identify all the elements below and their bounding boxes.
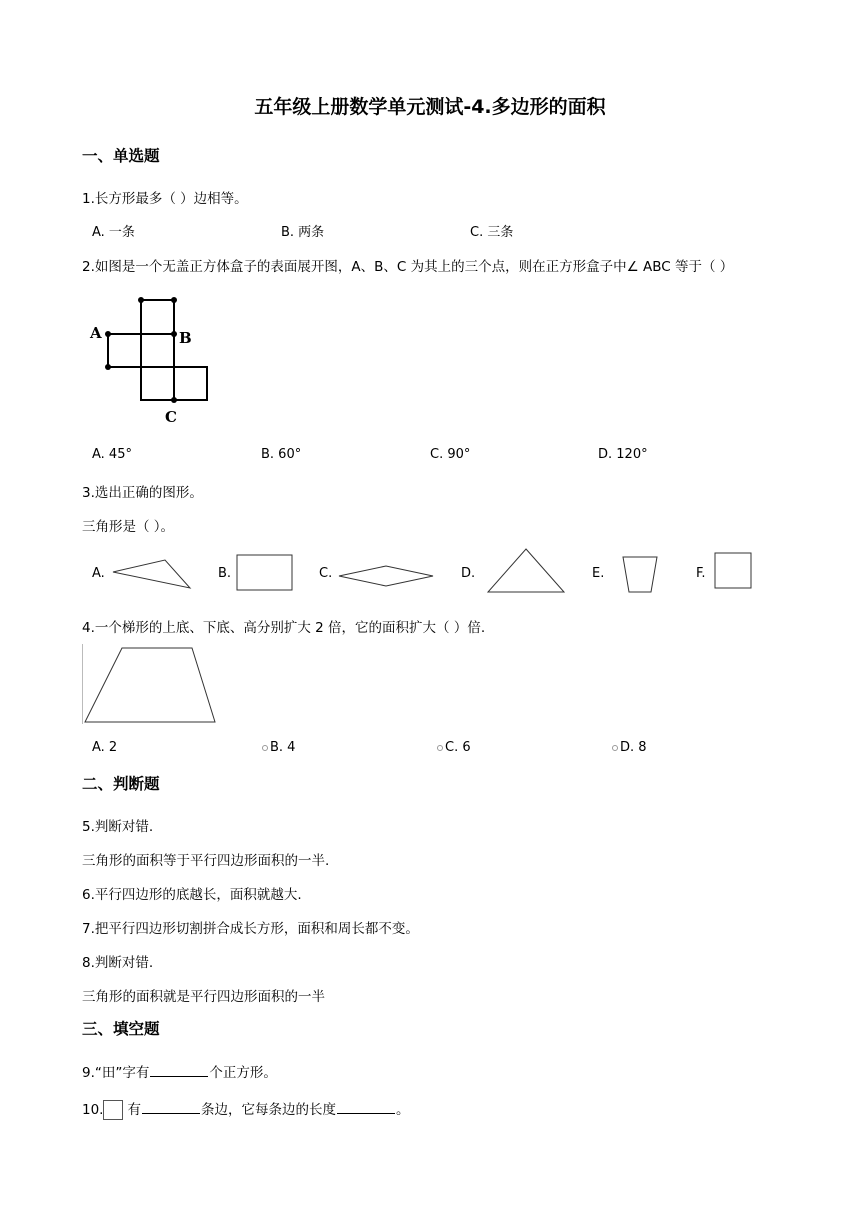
question-4-text: 4.一个梯形的上底、下底、高分别扩大 2 倍，它的面积扩大（ ）倍. — [82, 620, 486, 636]
q1-option-b[interactable]: B. 两条 — [281, 225, 325, 240]
q3-shape-e-trapezoid — [621, 555, 659, 595]
question-8-text: 8.判断对错. — [82, 955, 154, 971]
point-label-b: B — [179, 329, 192, 347]
question-2-text: 2.如图是一个无盖正方体盒子的表面展开图，A、B、C 为其上的三个点，则在正方形盒子中∠ ABC 等于（ ） — [82, 259, 734, 275]
answer-blank[interactable] — [142, 1112, 200, 1114]
q3-shape-d-triangle — [486, 547, 566, 594]
cube-net-figure — [86, 290, 216, 430]
q2-option-c[interactable]: C. 90° — [430, 447, 471, 462]
question-10-prefix: 10. — [82, 1102, 104, 1118]
section-heading-fill-blank: 三、填空题 — [82, 1020, 160, 1038]
page-title: 五年级上册数学单元测试-4.多边形的面积 — [254, 96, 606, 118]
question-9-prefix: 9.“田”字有 — [82, 1065, 150, 1081]
point-label-c: C — [165, 408, 177, 426]
answer-blank[interactable] — [150, 1075, 208, 1077]
q4-option-d[interactable]: D. 8 — [612, 740, 647, 755]
q1-option-a[interactable]: A. 一条 — [92, 225, 135, 240]
question-8-sub: 三角形的面积就是平行四边形面积的一半 — [82, 989, 325, 1005]
q2-option-d[interactable]: D. 120° — [598, 447, 648, 462]
q3-option-c-label[interactable]: C. — [319, 566, 333, 581]
question-9 — [82, 1061, 277, 1081]
question-9-suffix: 个正方形。 — [209, 1065, 277, 1081]
q2-option-b[interactable]: B. 60° — [261, 447, 302, 462]
q4-trapezoid-figure — [82, 644, 218, 726]
q2-option-a[interactable]: A. 45° — [92, 447, 132, 462]
point-label-a: A — [90, 324, 102, 342]
q4-option-a[interactable]: A. 2 — [92, 740, 118, 755]
radio-dot-icon — [437, 745, 443, 751]
question-7-text: 7.把平行四边形切割拼合成长方形，面积和周长都不变。 — [82, 921, 419, 937]
q4-option-c[interactable]: C. 6 — [437, 740, 471, 755]
q3-shape-a-thin-triangle — [110, 556, 195, 594]
section-heading-single-choice: 一、单选题 — [82, 147, 160, 165]
question-3-text: 3.选出正确的图形。 — [82, 485, 203, 501]
question-1-text: 1.长方形最多（ ）边相等。 — [82, 191, 248, 207]
q1-option-c[interactable]: C. 三条 — [470, 225, 514, 240]
square-icon — [103, 1100, 123, 1120]
radio-dot-icon — [612, 745, 618, 751]
question-10 — [82, 1098, 409, 1120]
question-6-text: 6.平行四边形的底越长，面积就越大. — [82, 887, 302, 903]
question-3-sub: 三角形是（ ）。 — [82, 519, 175, 535]
q3-shape-f-square — [714, 552, 753, 590]
q3-option-f-label[interactable]: F. — [696, 566, 706, 581]
radio-dot-icon — [262, 745, 268, 751]
section-heading-true-false: 二、判断题 — [82, 775, 160, 793]
question-10-mid2: 条边，它每条边的长度 — [200, 1102, 336, 1118]
q3-option-b-label[interactable]: B. — [218, 566, 232, 581]
q3-option-e-label[interactable]: E. — [592, 566, 605, 581]
answer-blank[interactable] — [337, 1112, 395, 1114]
q3-shape-c-rhombus — [337, 564, 435, 588]
q3-option-a-label[interactable]: A. — [92, 566, 105, 581]
question-5-sub: 三角形的面积等于平行四边形面积的一半. — [82, 853, 330, 869]
question-10-mid1: 有 — [127, 1102, 141, 1118]
question-10-suffix: 。 — [395, 1102, 410, 1118]
q3-shape-b-rectangle — [236, 554, 294, 592]
q4-option-b[interactable]: B. 4 — [262, 740, 295, 755]
q3-option-d-label[interactable]: D. — [461, 566, 476, 581]
question-5-text: 5.判断对错. — [82, 819, 154, 835]
